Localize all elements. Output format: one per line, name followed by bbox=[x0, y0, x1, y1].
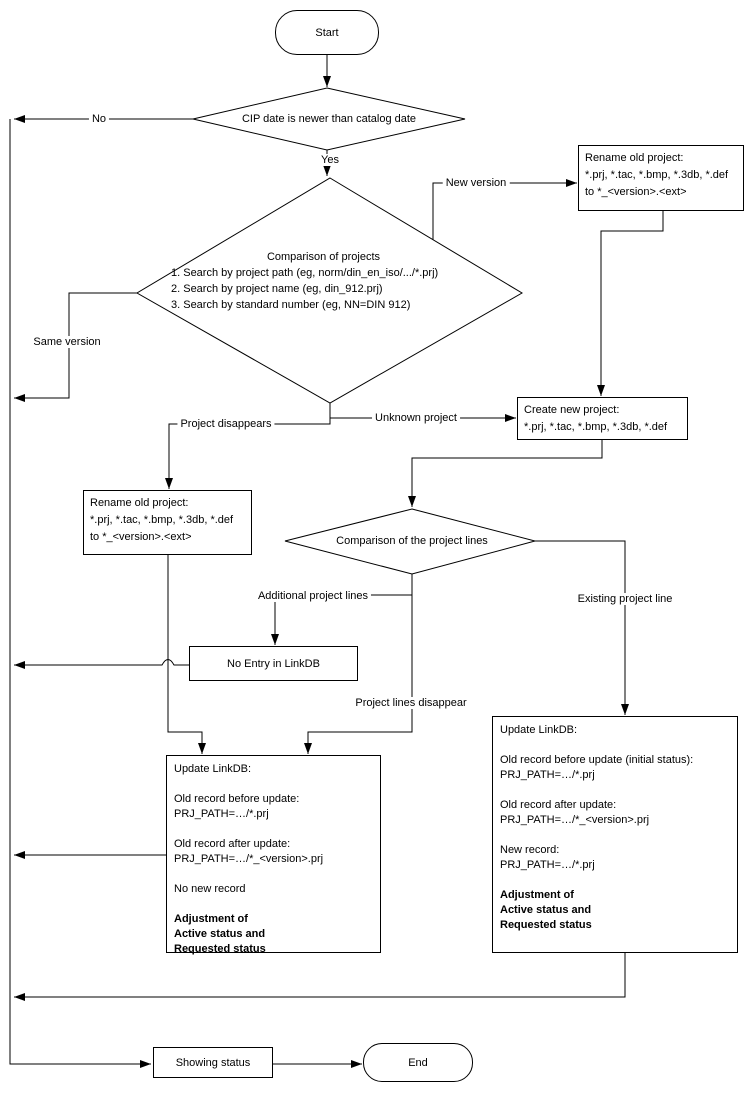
update-left-line: No new record bbox=[174, 883, 246, 895]
edge-label-new-version: New version bbox=[443, 177, 510, 189]
edge-label-unknown-project: Unknown project bbox=[372, 412, 460, 424]
edge-label-existing-project-line: Existing project line bbox=[575, 593, 676, 605]
update-left-line: Update LinkDB: bbox=[174, 763, 252, 775]
start-terminator bbox=[275, 10, 379, 55]
no-entry-linkdb-box bbox=[189, 646, 358, 681]
update-right-line: New record: bbox=[500, 844, 560, 856]
edge-label-project-disappears: Project disappears bbox=[177, 418, 274, 430]
decision-cip-date-label: CIP date is newer than catalog date bbox=[241, 113, 417, 125]
update-right-line: PRJ_PATH=…/*.prj bbox=[500, 769, 595, 781]
update-left-line bbox=[174, 777, 380, 792]
update-right-line: Adjustment of bbox=[500, 889, 574, 901]
update-left-line: Requested status bbox=[174, 943, 266, 955]
rename-left-line2: *.prj, *.tac, *.bmp, *.3db, *.def bbox=[90, 514, 234, 526]
rename-old-project-left-box bbox=[83, 490, 252, 555]
rename-top-line3: to *_<version>.<ext> bbox=[585, 186, 687, 198]
update-left-line: PRJ_PATH=…/*_<version>.prj bbox=[174, 853, 324, 865]
rename-top-line2: *.prj, *.tac, *.bmp, *.3db, *.def bbox=[585, 169, 729, 181]
decision-projects-item1: 1. Search by project path (eg, norm/din_en_iso/.../*.prj) bbox=[171, 267, 439, 279]
update-right-line: Update LinkDB: bbox=[500, 724, 578, 736]
create-new-project-box bbox=[517, 397, 688, 440]
update-left-line: Old record after update: bbox=[174, 838, 291, 850]
update-right-line bbox=[500, 783, 737, 798]
rename-old-project-top-box bbox=[578, 145, 744, 211]
edge-label-additional-project-lines: Additional project lines bbox=[255, 590, 371, 602]
create-line1: Create new project: bbox=[524, 404, 620, 416]
update-right-line: Active status and bbox=[500, 904, 592, 916]
update-right-line: PRJ_PATH=…/*_<version>.prj bbox=[500, 814, 650, 826]
update-right-line: PRJ_PATH=…/*.prj bbox=[500, 859, 595, 871]
decision-projects-title: Comparison of projects bbox=[266, 251, 381, 263]
showing-status-label: Showing status bbox=[175, 1056, 251, 1069]
update-left-line: Active status and bbox=[174, 928, 266, 940]
update-left-line bbox=[174, 897, 380, 912]
update-right-line: Requested status bbox=[500, 919, 592, 931]
update-left-line: Adjustment of bbox=[174, 913, 248, 925]
end-label: End bbox=[408, 1056, 428, 1069]
decision-projects-item3: 3. Search by standard number (eg, NN=DIN 912) bbox=[171, 299, 411, 311]
update-right-line: Old record before update (initial status): bbox=[500, 754, 694, 766]
rename-left-line3: to *_<version>.<ext> bbox=[90, 531, 192, 543]
no-entry-linkdb-label: No Entry in LinkDB bbox=[227, 657, 320, 670]
showing-status-box bbox=[153, 1047, 273, 1078]
rename-left-line1: Rename old project: bbox=[90, 497, 189, 509]
decision-project-lines-label: Comparison of the project lines bbox=[336, 535, 488, 547]
update-linkdb-left-box bbox=[166, 755, 381, 953]
update-left-line: PRJ_PATH=…/*.prj bbox=[174, 808, 269, 820]
update-linkdb-right-box bbox=[492, 716, 738, 953]
edge-label-project-lines-disappear: Project lines disappear bbox=[352, 697, 469, 709]
edge-label-no: No bbox=[89, 113, 109, 125]
update-right-line bbox=[500, 873, 737, 888]
update-left-line bbox=[174, 867, 380, 882]
start-label: Start bbox=[315, 26, 339, 39]
update-left-line: Old record before update: bbox=[174, 793, 300, 805]
edge-label-yes: Yes bbox=[318, 154, 342, 166]
update-left-line bbox=[174, 822, 380, 837]
update-right-line: Old record after update: bbox=[500, 799, 617, 811]
update-right-line bbox=[500, 738, 737, 753]
decision-projects-text bbox=[171, 249, 476, 313]
end-terminator bbox=[363, 1043, 473, 1082]
update-right-line bbox=[500, 828, 737, 843]
rename-top-line1: Rename old project: bbox=[585, 152, 684, 164]
create-line2: *.prj, *.tac, *.bmp, *.3db, *.def bbox=[524, 421, 668, 433]
decision-projects-item2: 2. Search by project name (eg, din_912.prj) bbox=[171, 283, 383, 295]
edge-label-same-version: Same version bbox=[30, 336, 103, 348]
